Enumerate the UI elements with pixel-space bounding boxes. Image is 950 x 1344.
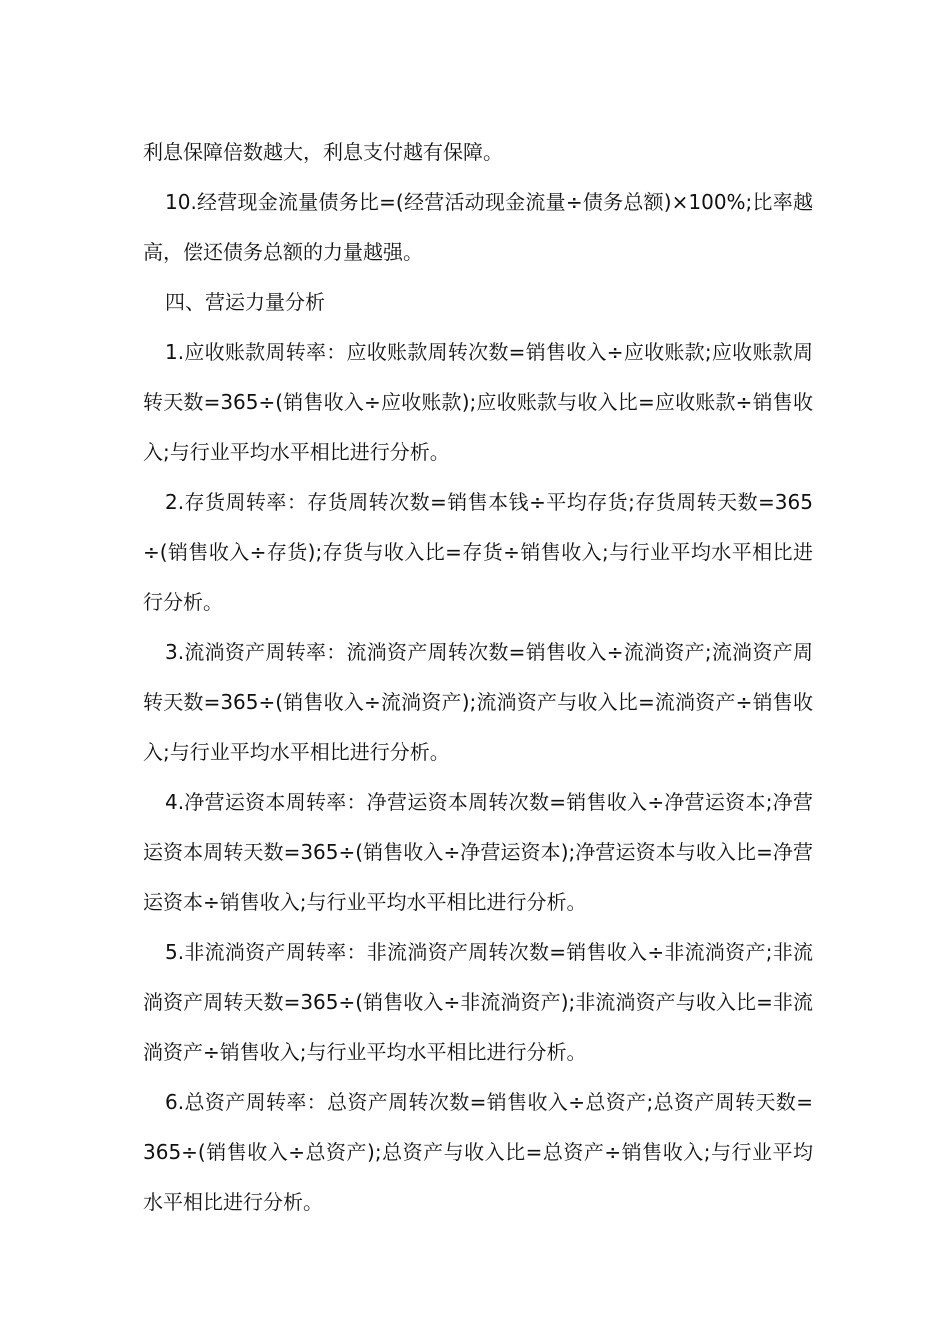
paragraph-net-working-capital-turnover: 4.净营运资本周转率：净营运资本周转次数=销售收入÷净营运资本;净营运资本周转天数=365÷(销售收入÷净营运资本);净营运资本与收入比=净营运资本÷销售收入;与行业平均水平相比进行分析。 bbox=[143, 790, 813, 914]
paragraph-inventory-turnover: 2.存货周转率：存货周转次数=销售本钱÷平均存货;存货周转天数=365÷(销售收入÷存货);存货与收入比=存货÷销售收入;与行业平均水平相比进行分析。 bbox=[143, 490, 813, 614]
paragraph-interest-coverage-conclusion: 利息保障倍数越大，利息支付越有保障。 bbox=[143, 140, 503, 164]
paragraph-current-assets-turnover: 3.流淌资产周转率：流淌资产周转次数=销售收入÷流淌资产;流淌资产周转天数=365÷(销售收入÷流淌资产);流淌资产与收入比=流淌资产÷销售收入;与行业平均水平相比进行分析。 bbox=[143, 640, 813, 764]
paragraph-operating-cash-flow-debt-ratio: 10.经营现金流量债务比=(经营活动现金流量÷债务总额)×100%;比率越高，偿还债务总额的力量越强。 bbox=[143, 190, 813, 264]
paragraph-receivables-turnover: 1.应收账款周转率：应收账款周转次数=销售收入÷应收账款;应收账款周转天数=365÷(销售收入÷应收账款);应收账款与收入比=应收账款÷销售收入;与行业平均水平相比进行分析。 bbox=[143, 340, 813, 464]
section-heading-operating-capacity: 四、营运力量分析 bbox=[165, 290, 325, 314]
paragraph-total-assets-turnover: 6.总资产周转率：总资产周转次数=销售收入÷总资产;总资产周转天数=365÷(销售收入÷总资产);总资产与收入比=总资产÷销售收入;与行业平均水平相比进行分析。 bbox=[143, 1090, 813, 1214]
paragraph-non-current-assets-turnover: 5.非流淌资产周转率：非流淌资产周转次数=销售收入÷非流淌资产;非流淌资产周转天数=365÷(销售收入÷非流淌资产);非流淌资产与收入比=非流淌资产÷销售收入;与行业平均水平相比进行分析。 bbox=[143, 940, 813, 1064]
document-body bbox=[143, 127, 813, 1227]
